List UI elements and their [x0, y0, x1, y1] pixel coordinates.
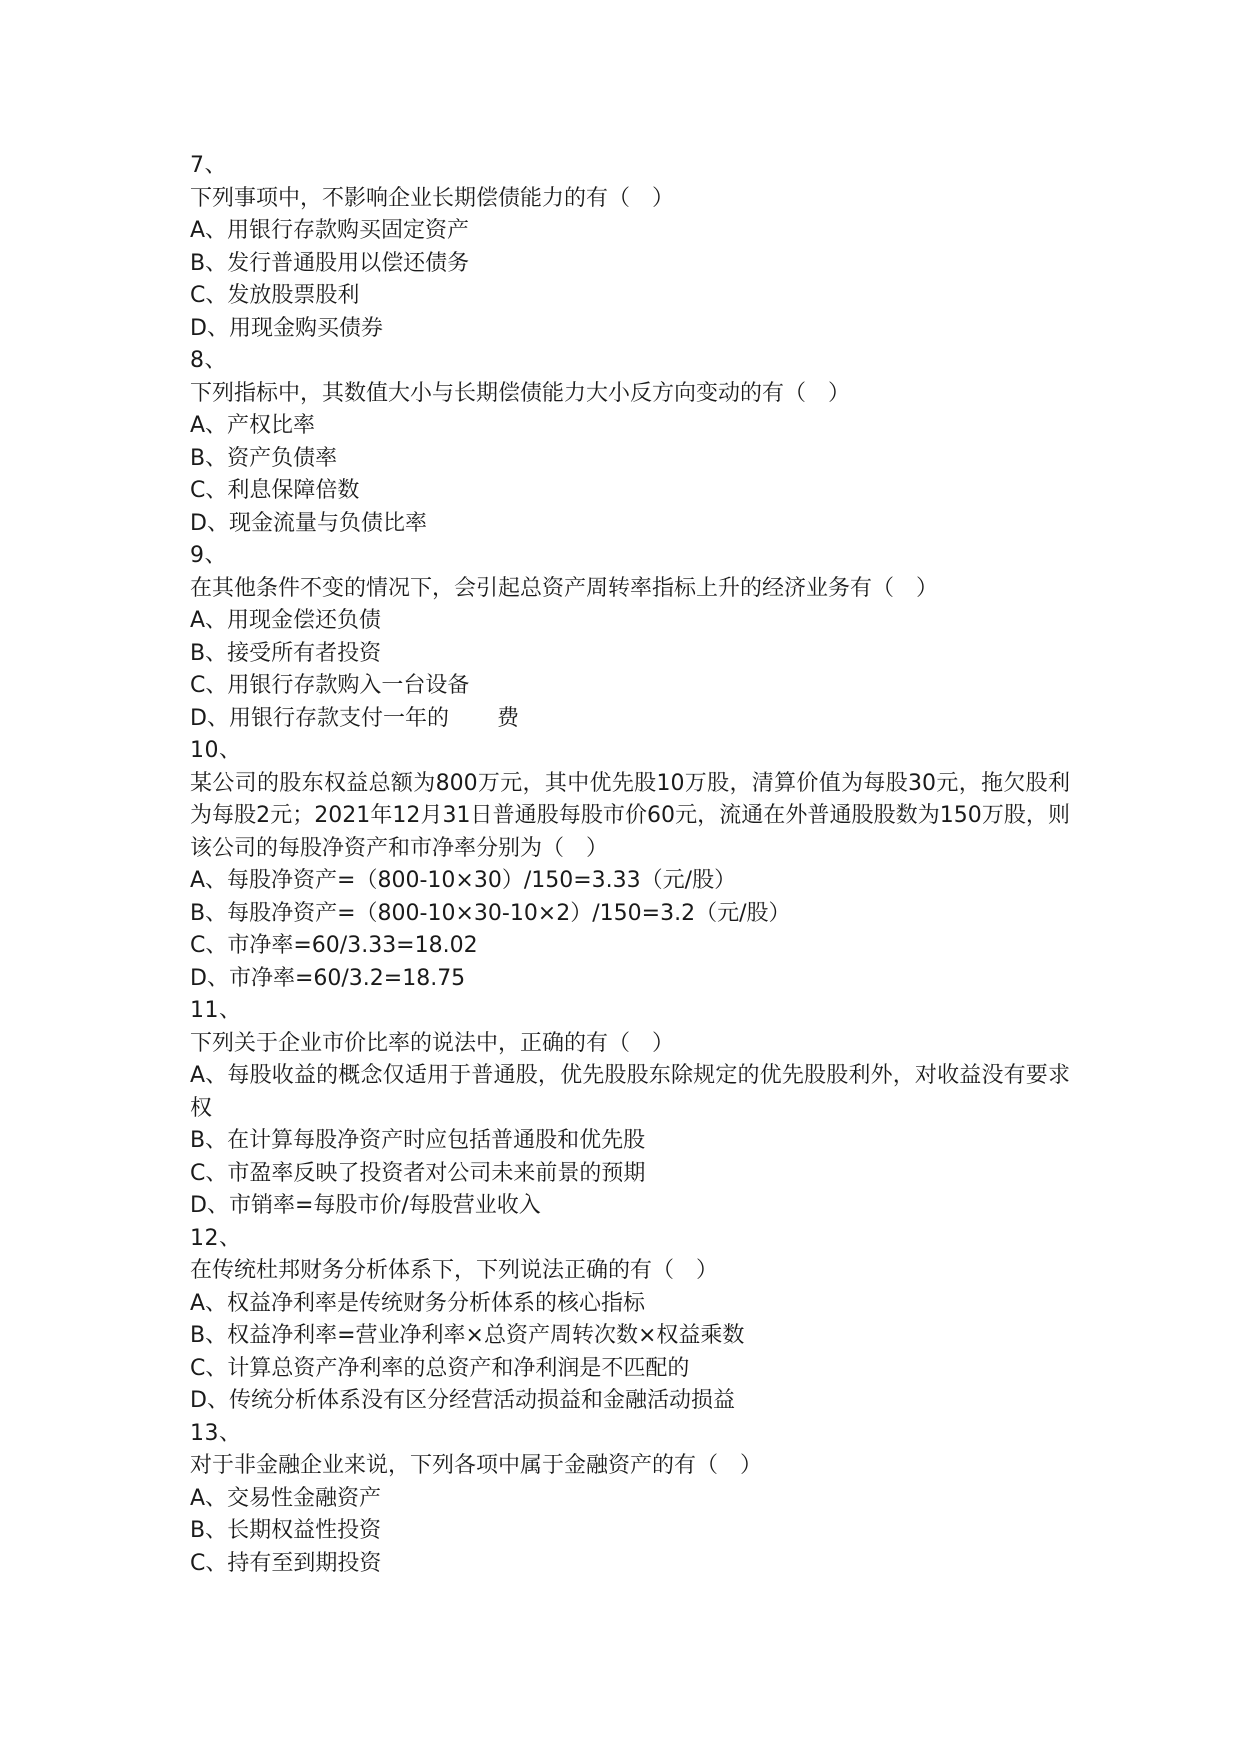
option-c: C、市盈率反映了投资者对公司未来前景的预期	[190, 1160, 646, 1186]
question-stem: 在传统杜邦财务分析体系下，下列说法正确的有（ ）	[190, 1258, 719, 1283]
option-a: A、权益净利率是传统财务分析体系的核心指标	[190, 1290, 646, 1316]
question-number: 10、	[190, 738, 242, 763]
option-b: B、长期权益性投资	[190, 1518, 382, 1543]
option-c: C、用银行存款购入一台设备	[190, 673, 470, 698]
question-number: 8、	[190, 348, 227, 373]
option-b: B、接受所有者投资	[190, 640, 382, 666]
option-d: D、市净率=60/3.2=18.75	[190, 965, 466, 991]
option-c: C、持有至到期投资	[190, 1550, 382, 1576]
option-b: B、资产负债率	[190, 445, 338, 471]
option-a: A、每股净资产=（800-10×30）/150=3.33（元/股）	[190, 868, 737, 893]
question-stem: 对于非金融企业来说，下列各项中属于金融资产的有（ ）	[190, 1453, 763, 1478]
question-number: 7、	[190, 153, 227, 178]
option-a: A、交易性金融资产	[190, 1485, 382, 1511]
option-a: A、产权比率	[190, 413, 316, 438]
question-number: 12、	[190, 1225, 242, 1251]
option-d: D、市销率=每股市价/每股营业收入	[190, 1193, 541, 1218]
question-number: 13、	[190, 1420, 242, 1446]
option-d: D、用现金购买债券	[190, 315, 383, 341]
question-number: 11、	[190, 998, 242, 1023]
option-a: A、每股收益的概念仅适用于普通股，优先股股东除规定的优先股股利外，对收益没有要求权	[190, 1063, 1070, 1121]
option-c: C、发放股票股利	[190, 283, 360, 308]
question-stem: 在其他条件不变的情况下，会引起总资产周转率指标上升的经济业务有（ ）	[190, 575, 939, 601]
option-c: C、计算总资产净利率的总资产和净利润是不匹配的	[190, 1355, 690, 1381]
option-c: C、市净率=60/3.33=18.02	[190, 933, 478, 958]
option-b: B、每股净资产=（800-10×30-10×2）/150=3.2（元/股）	[190, 900, 791, 926]
option-d-tail: 费	[496, 705, 519, 731]
question-number: 9、	[190, 543, 227, 568]
option-c: C、利息保障倍数	[190, 478, 360, 503]
question-stem: 下列指标中，其数值大小与长期偿债能力大小反方向变动的有（ ）	[190, 380, 851, 406]
option-d	[190, 703, 1070, 736]
option-d-text: D、用银行存款支付一年的	[190, 705, 449, 731]
option-b: B、发行普通股用以偿还债务	[190, 250, 470, 276]
option-d: D、传统分析体系没有区分经营活动损益和金融活动损益	[190, 1388, 735, 1413]
question-stem: 下列关于企业市价比率的说法中，正确的有（ ）	[190, 1030, 675, 1056]
option-a: A、用现金偿还负债	[190, 608, 382, 633]
question-list	[190, 150, 1070, 1580]
question-stem: 某公司的股东权益总额为800万元，其中优先股10万股，清算价值为每股30元，拖欠股利为每股2元；2021年12月31日普通股每股市价60元，流通在外普通股股数为150万股，则该公司的每股净资产和市净率分别为（ ）	[190, 770, 1070, 861]
option-a: A、用银行存款购买固定资产	[190, 218, 470, 243]
option-b: B、权益净利率=营业净利率×总资产周转次数×权益乘数	[190, 1323, 745, 1348]
option-b: B、在计算每股净资产时应包括普通股和优先股	[190, 1128, 646, 1153]
question-stem: 下列事项中，不影响企业长期偿债能力的有（ ）	[190, 185, 675, 211]
option-d: D、现金流量与负债比率	[190, 510, 427, 536]
